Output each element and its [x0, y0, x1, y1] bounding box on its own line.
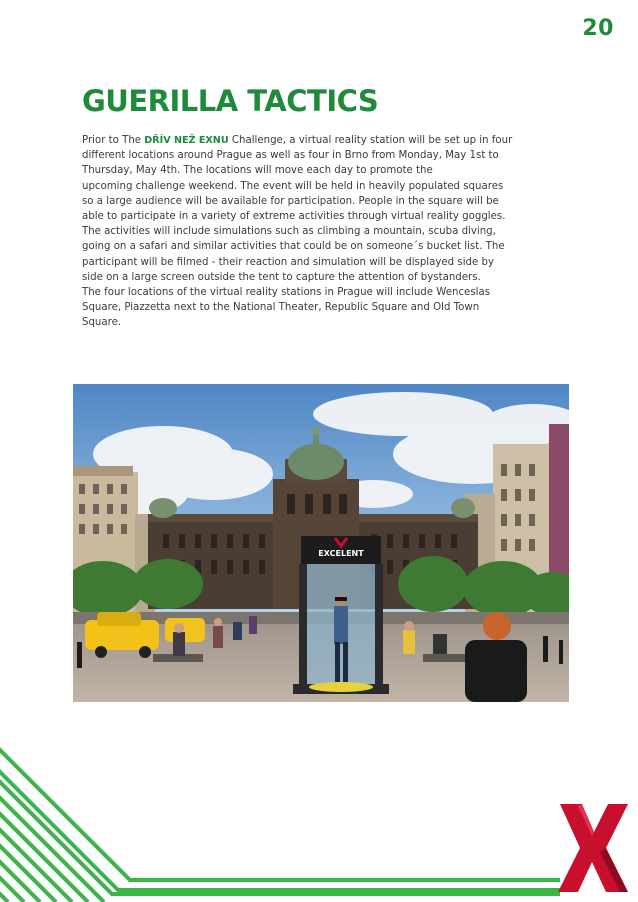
paragraph-line: side on a large screen outside the tent to capture the attention of bystanders.: [82, 271, 481, 283]
paragraph-line: Prior to The DŘÍV NEŽ EXNU Challenge, a virtual reality station will be set up in four: [82, 135, 513, 146]
paragraph-line: The four locations of the virtual reality stations in Prague will include Wenceslas: [82, 287, 491, 299]
paragraph-line: participant will be filmed - their reaction and simulation will be displayed side by: [82, 256, 494, 268]
paragraph-line: Square, Piazzetta next to the National Theater, Republic Square and Old Town: [82, 302, 480, 314]
page-number: 20: [582, 16, 614, 41]
booth-sign: EXCELENT: [318, 549, 364, 558]
paragraph-line: The activities will include simulations such as climbing a mountain, scuba diving,: [82, 226, 496, 238]
paragraph-line: different locations around Prague as well as four in Brno from Monday, May 1st to: [82, 150, 499, 162]
paragraph-line: able to participate in a variety of extreme activities through virtual reality goggles.: [82, 211, 506, 223]
paragraph-line: going on a safari and similar activities that could be on someone´s bucket list. The: [82, 241, 505, 253]
brand-name: DŘÍV NEŽ EXNU: [144, 135, 229, 146]
paragraph-line: so a large audience will be available for participation. People in the square will be: [82, 195, 499, 207]
x-logo-icon: [556, 800, 630, 896]
paragraph-line: upcoming challenge weekend. The event will be held in heavily populated squares: [82, 180, 504, 192]
page-title: GUERILLA TACTICS: [82, 84, 379, 118]
paragraph-line: Square.: [82, 317, 122, 329]
paragraph-line: Thursday, May 4th. The locations will move each day to promote the: [82, 165, 433, 177]
